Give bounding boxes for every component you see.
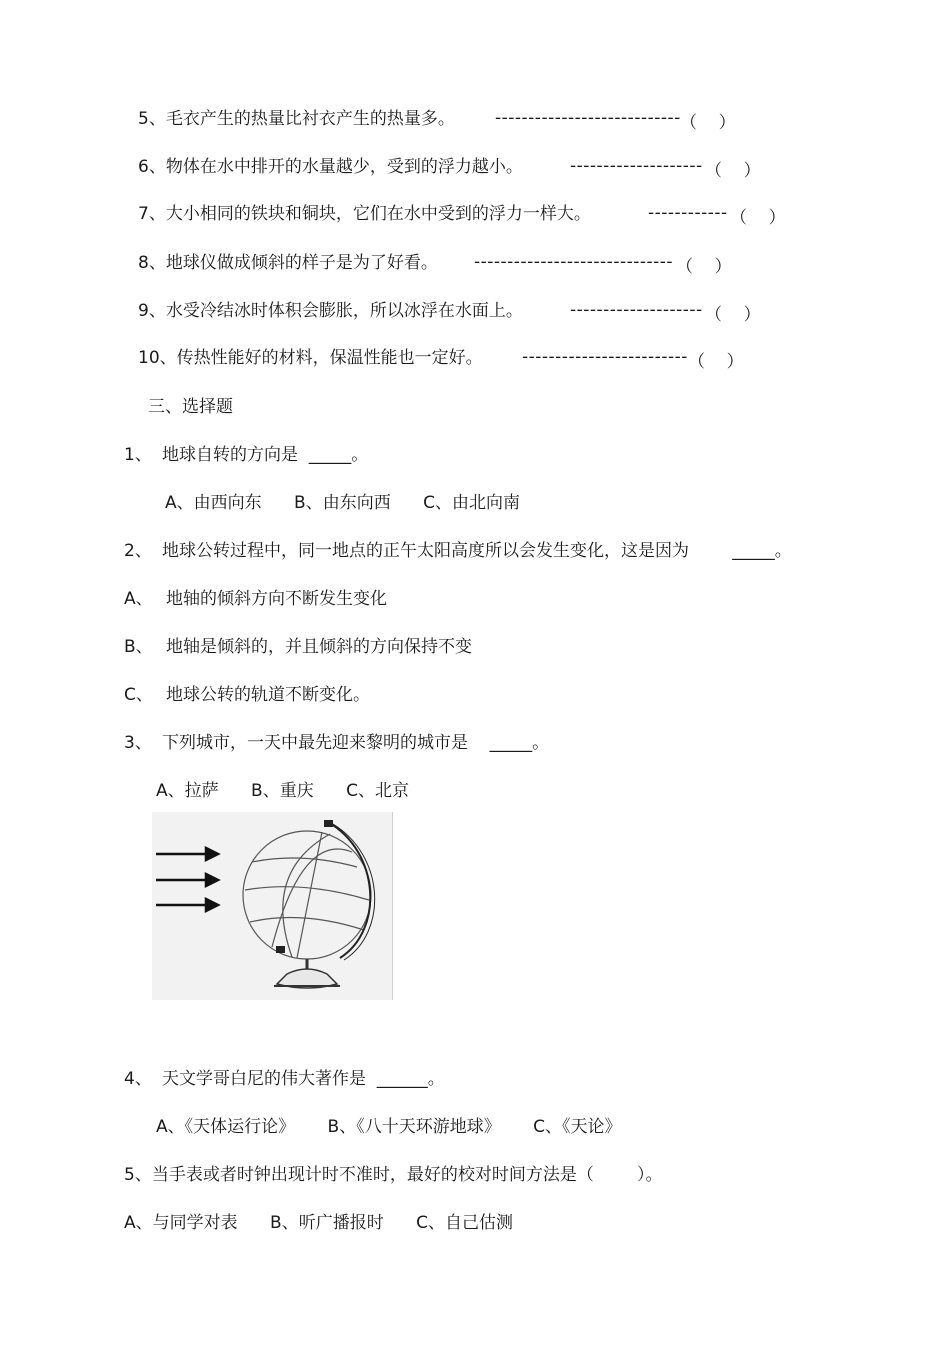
answer-parentheses: （ ）	[680, 113, 736, 133]
question-text: 6、物体在水中排开的水量越少，受到的浮力越小。	[138, 157, 523, 177]
globe-illustration	[152, 812, 393, 1000]
answer-parentheses: （ ）	[705, 161, 761, 181]
question-3-text: 下列城市，一天中最先迎来黎明的城市是 _____。	[162, 733, 550, 753]
question-number: 1、	[124, 445, 152, 465]
question-text: 5、毛衣产生的热量比衬衣产生的热量多。	[138, 109, 455, 129]
dash-leader: ------------	[648, 203, 728, 223]
question-text: 7、大小相同的铁块和铜块，它们在水中受到的浮力一样大。	[138, 204, 591, 224]
answer-parentheses: （ ）	[676, 257, 732, 277]
question-number: 3、	[124, 733, 152, 753]
option-label: B、	[124, 637, 153, 657]
answer-parentheses: （ ）	[730, 208, 786, 228]
question-4-options: A、《天体运行论》 B、《八十天环游地球》 C、《天论》	[156, 1117, 622, 1137]
dash-leader: --------------------	[570, 156, 703, 176]
dash-leader: --------------------	[570, 300, 703, 320]
section-title: 三、选择题	[148, 397, 233, 417]
question-5-text: 5、当手表或者时钟出现计时不准时，最好的校对时间方法是（ ）。	[124, 1165, 663, 1185]
question-1-options: A、由西向东 B、由东向西 C、由北向南	[165, 493, 521, 513]
question-text: 9、水受冷结冰时体积会膨胀，所以冰浮在水面上。	[138, 301, 523, 321]
question-text: 10、传热性能好的材料，保温性能也一定好。	[138, 348, 483, 368]
question-1-text: 地球自转的方向是 _____。	[162, 445, 369, 465]
question-5-options: A、与同学对表 B、听广播报时 C、自己估测	[124, 1213, 514, 1233]
question-4-text: 天文学哥白尼的伟大著作是 ______。	[162, 1069, 445, 1089]
option-label: A、	[124, 589, 153, 609]
dash-leader: ------------------------------	[474, 252, 674, 272]
question-text: 8、地球仪做成倾斜的样子是为了好看。	[138, 253, 438, 273]
option-b-text: 地轴是倾斜的，并且倾斜的方向保持不变	[166, 637, 472, 657]
answer-parentheses: （ ）	[688, 352, 744, 372]
option-label: C、	[124, 685, 153, 705]
globe-sunlight-icon	[152, 812, 392, 1000]
question-number: 2、	[124, 541, 152, 561]
option-c-text: 地球公转的轨道不断变化。	[166, 685, 370, 705]
question-2-text: 地球公转过程中，同一地点的正午太阳高度所以会发生变化，这是因为 _____。	[162, 541, 792, 561]
dash-leader: ----------------------------	[495, 108, 681, 128]
option-a-text: 地轴的倾斜方向不断发生变化	[166, 589, 387, 609]
question-number: 4、	[124, 1069, 152, 1089]
answer-parentheses: （ ）	[705, 305, 761, 325]
dash-leader: -------------------------	[522, 347, 688, 367]
question-3-options: A、拉萨 B、重庆 C、北京	[156, 781, 410, 801]
